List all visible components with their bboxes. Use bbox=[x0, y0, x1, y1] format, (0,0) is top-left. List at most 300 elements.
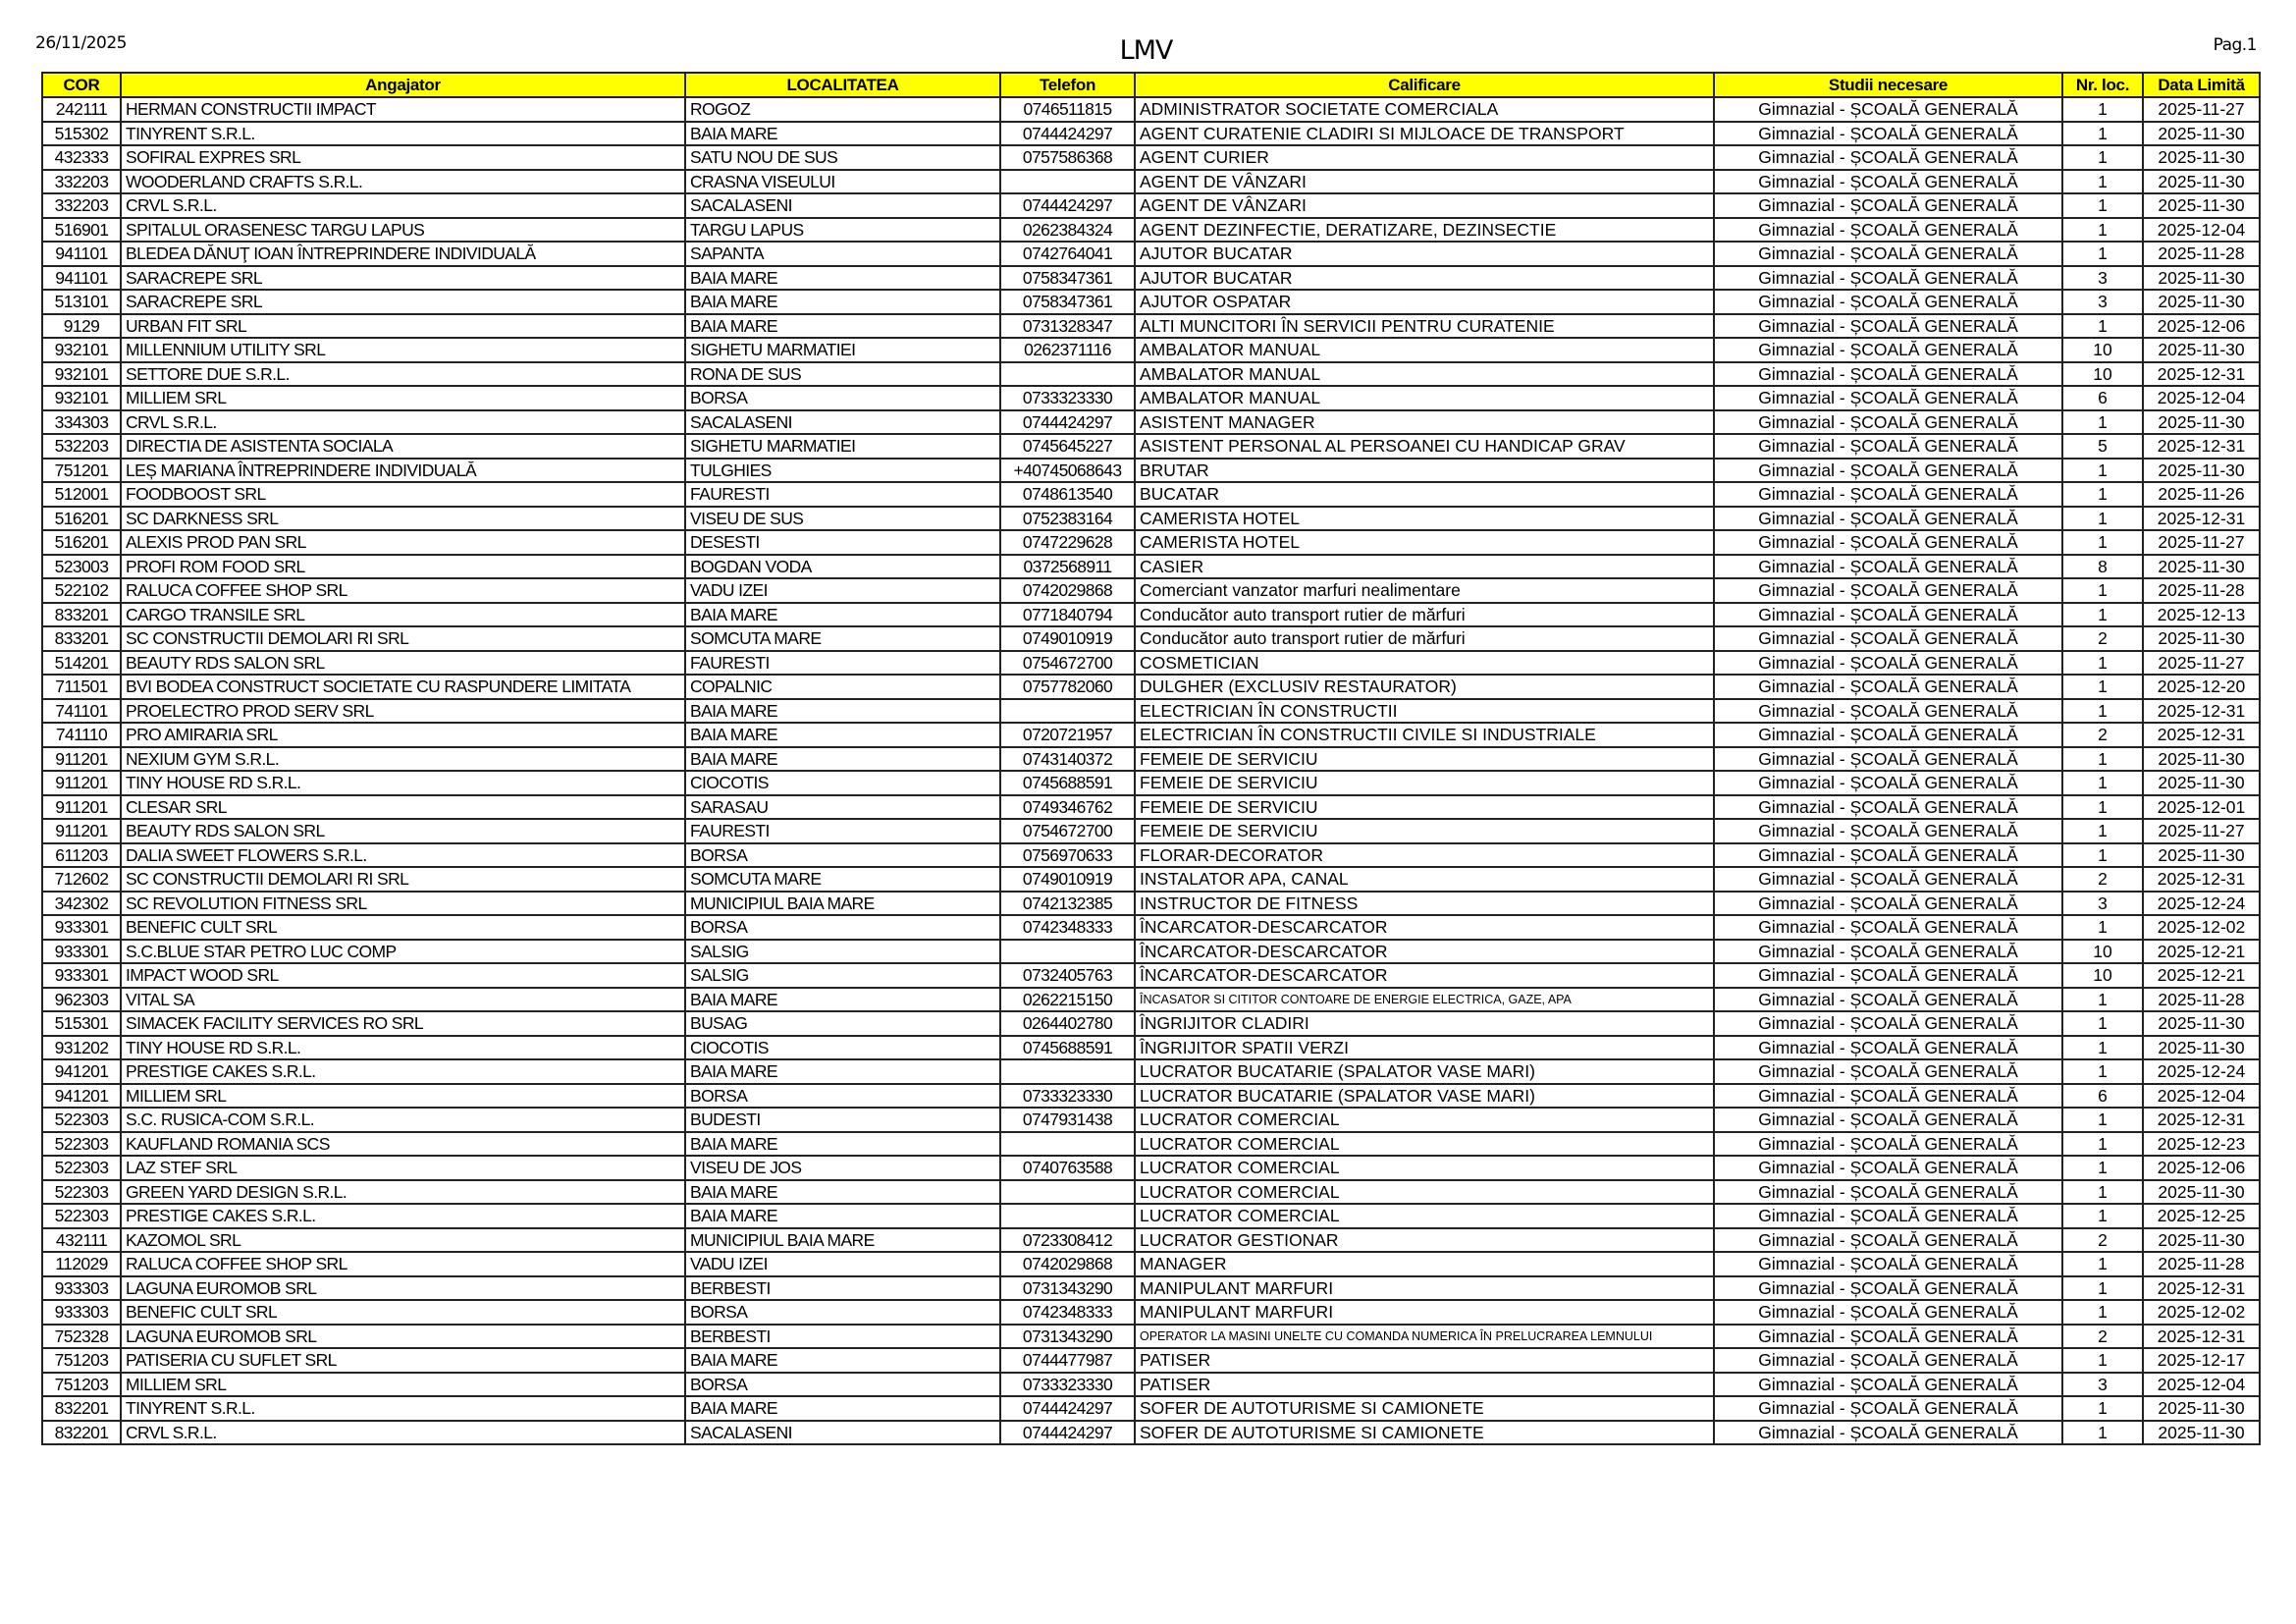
employer-cell: HERMAN CONSTRUCTII IMPACT bbox=[121, 97, 685, 122]
table-row bbox=[42, 555, 2260, 579]
qualification-cell: ÎNGRIJITOR SPATII VERZI bbox=[1135, 1036, 1714, 1060]
positions-cell: 1 bbox=[2062, 482, 2143, 507]
employer-cell: RALUCA COFFEE SHOP SRL bbox=[121, 578, 685, 603]
table-row bbox=[42, 699, 2260, 724]
education-cell: Gimnazial - ȘCOALĂ GENERALĂ bbox=[1714, 555, 2062, 579]
qualification-cell: ASISTENT PERSONAL AL PERSOANEI CU HANDICAP GRAV bbox=[1135, 434, 1714, 459]
column-header-angajator: Angajator bbox=[121, 73, 685, 97]
locality-cell: BORSA bbox=[685, 1373, 1000, 1397]
cor-cell: 911201 bbox=[42, 819, 121, 843]
qualification-cell: FLORAR-DECORATOR bbox=[1135, 843, 1714, 868]
employer-cell: PRO AMIRARIA SRL bbox=[121, 723, 685, 747]
qualification-cell: MANIPULANT MARFURI bbox=[1135, 1276, 1714, 1301]
phone-cell: 0742029868 bbox=[1000, 578, 1135, 603]
report-date: 26/11/2025 bbox=[35, 33, 127, 53]
column-header-cor: COR bbox=[42, 73, 121, 97]
locality-cell: DESESTI bbox=[685, 530, 1000, 555]
phone-cell: 0732405763 bbox=[1000, 963, 1135, 988]
qualification-cell: MANIPULANT MARFURI bbox=[1135, 1300, 1714, 1325]
qualification-cell: AGENT CURIER bbox=[1135, 145, 1714, 170]
employer-cell: BEAUTY RDS SALON SRL bbox=[121, 651, 685, 676]
education-cell: Gimnazial - ȘCOALĂ GENERALĂ bbox=[1714, 170, 2062, 194]
table-row bbox=[42, 482, 2260, 507]
table-row bbox=[42, 459, 2260, 483]
table-row bbox=[42, 507, 2260, 531]
cor-cell: 941201 bbox=[42, 1084, 121, 1109]
education-cell: Gimnazial - ȘCOALĂ GENERALĂ bbox=[1714, 963, 2062, 988]
cor-cell: 513101 bbox=[42, 290, 121, 314]
cor-cell: 516201 bbox=[42, 507, 121, 531]
cor-cell: 515302 bbox=[42, 122, 121, 146]
positions-cell: 2 bbox=[2062, 626, 2143, 651]
positions-cell: 1 bbox=[2062, 651, 2143, 676]
phone-cell bbox=[1000, 362, 1135, 387]
positions-cell: 1 bbox=[2062, 1276, 2143, 1301]
qualification-cell: LUCRATOR BUCATARIE (SPALATOR VASE MARI) bbox=[1135, 1059, 1714, 1084]
locality-cell: BAIA MARE bbox=[685, 1059, 1000, 1084]
phone-cell: 0744424297 bbox=[1000, 1396, 1135, 1421]
phone-cell: 0740763588 bbox=[1000, 1156, 1135, 1180]
phone-cell: 0733323330 bbox=[1000, 1084, 1135, 1109]
education-cell: Gimnazial - ȘCOALĂ GENERALĂ bbox=[1714, 1180, 2062, 1205]
qualification-cell: BUCATAR bbox=[1135, 482, 1714, 507]
phone-cell: 0744424297 bbox=[1000, 410, 1135, 435]
qualification-cell: MANAGER bbox=[1135, 1252, 1714, 1276]
phone-cell: 0748613540 bbox=[1000, 482, 1135, 507]
deadline-cell: 2025-12-25 bbox=[2143, 1204, 2260, 1228]
education-cell: Gimnazial - ȘCOALĂ GENERALĂ bbox=[1714, 1059, 2062, 1084]
locality-cell: SALSIG bbox=[685, 940, 1000, 964]
cor-cell: 432111 bbox=[42, 1228, 121, 1253]
education-cell: Gimnazial - ȘCOALĂ GENERALĂ bbox=[1714, 1108, 2062, 1132]
table-row bbox=[42, 97, 2260, 122]
cor-cell: 711501 bbox=[42, 675, 121, 699]
education-cell: Gimnazial - ȘCOALĂ GENERALĂ bbox=[1714, 193, 2062, 218]
locality-cell: SOMCUTA MARE bbox=[685, 867, 1000, 892]
deadline-cell: 2025-11-28 bbox=[2143, 988, 2260, 1012]
phone-cell: 0743140372 bbox=[1000, 747, 1135, 772]
qualification-cell: ÎNCARCATOR-DESCARCATOR bbox=[1135, 915, 1714, 940]
positions-cell: 1 bbox=[2062, 771, 2143, 795]
qualification-cell: PATISER bbox=[1135, 1373, 1714, 1397]
deadline-cell: 2025-11-30 bbox=[2143, 1396, 2260, 1421]
employer-cell: WOODERLAND CRAFTS S.R.L. bbox=[121, 170, 685, 194]
qualification-cell: Conducător auto transport rutier de mărfuri bbox=[1135, 603, 1714, 627]
cor-cell: 514201 bbox=[42, 651, 121, 676]
deadline-cell: 2025-12-21 bbox=[2143, 940, 2260, 964]
table-row bbox=[42, 867, 2260, 892]
education-cell: Gimnazial - ȘCOALĂ GENERALĂ bbox=[1714, 578, 2062, 603]
education-cell: Gimnazial - ȘCOALĂ GENERALĂ bbox=[1714, 410, 2062, 435]
cor-cell: 522303 bbox=[42, 1132, 121, 1157]
positions-cell: 2 bbox=[2062, 1228, 2143, 1253]
employer-cell: FOODBOOST SRL bbox=[121, 482, 685, 507]
table-row bbox=[42, 1156, 2260, 1180]
education-cell: Gimnazial - ȘCOALĂ GENERALĂ bbox=[1714, 747, 2062, 772]
table-row bbox=[42, 1011, 2260, 1036]
table-row bbox=[42, 338, 2260, 362]
table-row bbox=[42, 963, 2260, 988]
deadline-cell: 2025-11-30 bbox=[2143, 193, 2260, 218]
cor-cell: 242111 bbox=[42, 97, 121, 122]
phone-cell: 0756970633 bbox=[1000, 843, 1135, 868]
positions-cell: 2 bbox=[2062, 723, 2143, 747]
positions-cell: 1 bbox=[2062, 675, 2143, 699]
locality-cell: BAIA MARE bbox=[685, 603, 1000, 627]
education-cell: Gimnazial - ȘCOALĂ GENERALĂ bbox=[1714, 915, 2062, 940]
positions-cell: 1 bbox=[2062, 170, 2143, 194]
cor-cell: 512001 bbox=[42, 482, 121, 507]
education-cell: Gimnazial - ȘCOALĂ GENERALĂ bbox=[1714, 675, 2062, 699]
report-title bbox=[0, 35, 2296, 66]
locality-cell: BORSA bbox=[685, 1084, 1000, 1109]
deadline-cell: 2025-12-06 bbox=[2143, 1156, 2260, 1180]
deadline-cell: 2025-11-30 bbox=[2143, 290, 2260, 314]
positions-cell: 1 bbox=[2062, 843, 2143, 868]
locality-cell: BAIA MARE bbox=[685, 1204, 1000, 1228]
locality-cell: BAIA MARE bbox=[685, 1132, 1000, 1157]
positions-cell: 5 bbox=[2062, 434, 2143, 459]
phone-cell bbox=[1000, 1180, 1135, 1205]
education-cell: Gimnazial - ȘCOALĂ GENERALĂ bbox=[1714, 97, 2062, 122]
education-cell: Gimnazial - ȘCOALĂ GENERALĂ bbox=[1714, 290, 2062, 314]
table-row bbox=[42, 771, 2260, 795]
education-cell: Gimnazial - ȘCOALĂ GENERALĂ bbox=[1714, 1276, 2062, 1301]
education-cell: Gimnazial - ȘCOALĂ GENERALĂ bbox=[1714, 459, 2062, 483]
job-vacancies-table bbox=[41, 72, 2261, 1445]
education-cell: Gimnazial - ȘCOALĂ GENERALĂ bbox=[1714, 988, 2062, 1012]
locality-cell: VADU IZEI bbox=[685, 1252, 1000, 1276]
employer-cell: SOFIRAL EXPRES SRL bbox=[121, 145, 685, 170]
phone-cell: 0752383164 bbox=[1000, 507, 1135, 531]
cor-cell: 522303 bbox=[42, 1156, 121, 1180]
qualification-cell: PATISER bbox=[1135, 1348, 1714, 1373]
deadline-cell: 2025-12-31 bbox=[2143, 507, 2260, 531]
cor-cell: 522303 bbox=[42, 1180, 121, 1205]
locality-cell: BAIA MARE bbox=[685, 723, 1000, 747]
phone-cell: 0749010919 bbox=[1000, 867, 1135, 892]
qualification-cell: OPERATOR LA MASINI UNELTE CU COMANDA NUMERICA ÎN PRELUCRAREA LEMNULUI bbox=[1135, 1325, 1714, 1349]
employer-cell: SETTORE DUE S.R.L. bbox=[121, 362, 685, 387]
positions-cell: 1 bbox=[2062, 1036, 2143, 1060]
education-cell: Gimnazial - ȘCOALĂ GENERALĂ bbox=[1714, 1204, 2062, 1228]
deadline-cell: 2025-12-31 bbox=[2143, 1108, 2260, 1132]
education-cell: Gimnazial - ȘCOALĂ GENERALĂ bbox=[1714, 434, 2062, 459]
locality-cell: BAIA MARE bbox=[685, 1348, 1000, 1373]
deadline-cell: 2025-12-31 bbox=[2143, 867, 2260, 892]
positions-cell: 1 bbox=[2062, 915, 2143, 940]
table-row bbox=[42, 675, 2260, 699]
qualification-cell: Conducător auto transport rutier de mărfuri bbox=[1135, 626, 1714, 651]
table-row bbox=[42, 1373, 2260, 1397]
locality-cell: SACALASENI bbox=[685, 1421, 1000, 1445]
locality-cell: SOMCUTA MARE bbox=[685, 626, 1000, 651]
deadline-cell: 2025-11-30 bbox=[2143, 555, 2260, 579]
positions-cell: 10 bbox=[2062, 362, 2143, 387]
employer-cell: IMPACT WOOD SRL bbox=[121, 963, 685, 988]
qualification-cell: AGENT DE VÂNZARI bbox=[1135, 193, 1714, 218]
cor-cell: 911201 bbox=[42, 771, 121, 795]
positions-cell: 1 bbox=[2062, 459, 2143, 483]
qualification-cell: AGENT CURATENIE CLADIRI SI MIJLOACE DE TRANSPORT bbox=[1135, 122, 1714, 146]
qualification-cell: LUCRATOR COMERCIAL bbox=[1135, 1204, 1714, 1228]
deadline-cell: 2025-11-30 bbox=[2143, 1180, 2260, 1205]
locality-cell: BAIA MARE bbox=[685, 1396, 1000, 1421]
qualification-cell: FEMEIE DE SERVICIU bbox=[1135, 771, 1714, 795]
qualification-cell: ÎNCASATOR SI CITITOR CONTOARE DE ENERGIE ELECTRICA, GAZE, APA bbox=[1135, 988, 1714, 1012]
qualification-cell: CASIER bbox=[1135, 555, 1714, 579]
column-header-localitatea: LOCALITATEA bbox=[685, 73, 1000, 97]
deadline-cell: 2025-12-17 bbox=[2143, 1348, 2260, 1373]
education-cell: Gimnazial - ȘCOALĂ GENERALĂ bbox=[1714, 314, 2062, 339]
education-cell: Gimnazial - ȘCOALĂ GENERALĂ bbox=[1714, 651, 2062, 676]
cor-cell: 941101 bbox=[42, 242, 121, 266]
cor-cell: 933301 bbox=[42, 915, 121, 940]
employer-cell: CRVL S.R.L. bbox=[121, 1421, 685, 1445]
deadline-cell: 2025-12-02 bbox=[2143, 1300, 2260, 1325]
cor-cell: 751201 bbox=[42, 459, 121, 483]
positions-cell: 1 bbox=[2062, 795, 2143, 820]
deadline-cell: 2025-11-28 bbox=[2143, 242, 2260, 266]
table-row bbox=[42, 892, 2260, 916]
table-row bbox=[42, 603, 2260, 627]
table-row bbox=[42, 242, 2260, 266]
positions-cell: 1 bbox=[2062, 410, 2143, 435]
table-row bbox=[42, 578, 2260, 603]
locality-cell: BAIA MARE bbox=[685, 1180, 1000, 1205]
report-title-text: LMV bbox=[1119, 35, 1173, 66]
positions-cell: 1 bbox=[2062, 122, 2143, 146]
table-row bbox=[42, 1036, 2260, 1060]
deadline-cell: 2025-12-31 bbox=[2143, 434, 2260, 459]
table-row bbox=[42, 626, 2260, 651]
table-row bbox=[42, 988, 2260, 1012]
table-row bbox=[42, 1276, 2260, 1301]
deadline-cell: 2025-12-31 bbox=[2143, 1325, 2260, 1349]
positions-cell: 3 bbox=[2062, 266, 2143, 291]
deadline-cell: 2025-11-27 bbox=[2143, 530, 2260, 555]
cor-cell: 933303 bbox=[42, 1276, 121, 1301]
deadline-cell: 2025-12-31 bbox=[2143, 362, 2260, 387]
locality-cell: BORSA bbox=[685, 915, 1000, 940]
positions-cell: 10 bbox=[2062, 940, 2143, 964]
locality-cell: SACALASENI bbox=[685, 410, 1000, 435]
table-row bbox=[42, 915, 2260, 940]
deadline-cell: 2025-12-04 bbox=[2143, 1084, 2260, 1109]
column-header-studii: Studii necesare bbox=[1714, 73, 2062, 97]
cor-cell: 741110 bbox=[42, 723, 121, 747]
employer-cell: PATISERIA CU SUFLET SRL bbox=[121, 1348, 685, 1373]
table-row bbox=[42, 1421, 2260, 1445]
positions-cell: 1 bbox=[2062, 1132, 2143, 1157]
deadline-cell: 2025-12-31 bbox=[2143, 1276, 2260, 1301]
positions-cell: 1 bbox=[2062, 530, 2143, 555]
phone-cell: 0758347361 bbox=[1000, 266, 1135, 291]
deadline-cell: 2025-11-26 bbox=[2143, 482, 2260, 507]
positions-cell: 1 bbox=[2062, 988, 2143, 1012]
column-header-calificare: Calificare bbox=[1135, 73, 1714, 97]
education-cell: Gimnazial - ȘCOALĂ GENERALĂ bbox=[1714, 1300, 2062, 1325]
positions-cell: 1 bbox=[2062, 145, 2143, 170]
cor-cell: 522102 bbox=[42, 578, 121, 603]
cor-cell: 933303 bbox=[42, 1300, 121, 1325]
phone-cell bbox=[1000, 940, 1135, 964]
deadline-cell: 2025-11-30 bbox=[2143, 843, 2260, 868]
cor-cell: 334303 bbox=[42, 410, 121, 435]
employer-cell: BEAUTY RDS SALON SRL bbox=[121, 819, 685, 843]
employer-cell: PRESTIGE CAKES S.R.L. bbox=[121, 1204, 685, 1228]
cor-cell: 523003 bbox=[42, 555, 121, 579]
deadline-cell: 2025-12-04 bbox=[2143, 386, 2260, 410]
positions-cell: 1 bbox=[2062, 1348, 2143, 1373]
qualification-cell: AMBALATOR MANUAL bbox=[1135, 338, 1714, 362]
phone-cell: 0771840794 bbox=[1000, 603, 1135, 627]
locality-cell: SIGHETU MARMATIEI bbox=[685, 434, 1000, 459]
locality-cell: BAIA MARE bbox=[685, 699, 1000, 724]
qualification-cell: ADMINISTRATOR SOCIETATE COMERCIALA bbox=[1135, 97, 1714, 122]
education-cell: Gimnazial - ȘCOALĂ GENERALĂ bbox=[1714, 1396, 2062, 1421]
education-cell: Gimnazial - ȘCOALĂ GENERALĂ bbox=[1714, 530, 2062, 555]
locality-cell: BORSA bbox=[685, 386, 1000, 410]
page-number: Pag.1 bbox=[2213, 35, 2257, 55]
employer-cell: ALEXIS PROD PAN SRL bbox=[121, 530, 685, 555]
locality-cell: FAURESTI bbox=[685, 819, 1000, 843]
table-row bbox=[42, 386, 2260, 410]
deadline-cell: 2025-11-27 bbox=[2143, 819, 2260, 843]
locality-cell: BAIA MARE bbox=[685, 266, 1000, 291]
deadline-cell: 2025-12-23 bbox=[2143, 1132, 2260, 1157]
positions-cell: 1 bbox=[2062, 1059, 2143, 1084]
employer-cell: CRVL S.R.L. bbox=[121, 193, 685, 218]
cor-cell: 522303 bbox=[42, 1204, 121, 1228]
locality-cell: VISEU DE SUS bbox=[685, 507, 1000, 531]
cor-cell: 962303 bbox=[42, 988, 121, 1012]
phone-cell: 0744477987 bbox=[1000, 1348, 1135, 1373]
table-row bbox=[42, 1180, 2260, 1205]
qualification-cell: LUCRATOR GESTIONAR bbox=[1135, 1228, 1714, 1253]
table-row bbox=[42, 122, 2260, 146]
qualification-cell: ELECTRICIAN ÎN CONSTRUCTII CIVILE SI INDUSTRIALE bbox=[1135, 723, 1714, 747]
locality-cell: BUDESTI bbox=[685, 1108, 1000, 1132]
employer-cell: SARACREPE SRL bbox=[121, 290, 685, 314]
positions-cell: 1 bbox=[2062, 1108, 2143, 1132]
qualification-cell: LUCRATOR COMERCIAL bbox=[1135, 1156, 1714, 1180]
locality-cell: BAIA MARE bbox=[685, 988, 1000, 1012]
phone-cell bbox=[1000, 699, 1135, 724]
qualification-cell: LUCRATOR COMERCIAL bbox=[1135, 1132, 1714, 1157]
table-row bbox=[42, 747, 2260, 772]
education-cell: Gimnazial - ȘCOALĂ GENERALĂ bbox=[1714, 940, 2062, 964]
deadline-cell: 2025-12-02 bbox=[2143, 915, 2260, 940]
cor-cell: 516901 bbox=[42, 218, 121, 243]
locality-cell: CRASNA VISEULUI bbox=[685, 170, 1000, 194]
table-row bbox=[42, 1252, 2260, 1276]
phone-cell: 0745688591 bbox=[1000, 1036, 1135, 1060]
phone-cell: 0264402780 bbox=[1000, 1011, 1135, 1036]
locality-cell: BAIA MARE bbox=[685, 290, 1000, 314]
deadline-cell: 2025-11-30 bbox=[2143, 626, 2260, 651]
cor-cell: 515301 bbox=[42, 1011, 121, 1036]
phone-cell: 0372568911 bbox=[1000, 555, 1135, 579]
table-row bbox=[42, 530, 2260, 555]
table-row bbox=[42, 1325, 2260, 1349]
locality-cell: CIOCOTIS bbox=[685, 1036, 1000, 1060]
education-cell: Gimnazial - ȘCOALĂ GENERALĂ bbox=[1714, 1373, 2062, 1397]
positions-cell: 1 bbox=[2062, 1156, 2143, 1180]
employer-cell: SC REVOLUTION FITNESS SRL bbox=[121, 892, 685, 916]
table-row bbox=[42, 1396, 2260, 1421]
positions-cell: 1 bbox=[2062, 1396, 2143, 1421]
qualification-cell: ÎNGRIJITOR CLADIRI bbox=[1135, 1011, 1714, 1036]
education-cell: Gimnazial - ȘCOALĂ GENERALĂ bbox=[1714, 699, 2062, 724]
locality-cell: SALSIG bbox=[685, 963, 1000, 988]
cor-cell: 611203 bbox=[42, 843, 121, 868]
deadline-cell: 2025-12-13 bbox=[2143, 603, 2260, 627]
table-row bbox=[42, 266, 2260, 291]
education-cell: Gimnazial - ȘCOALĂ GENERALĂ bbox=[1714, 771, 2062, 795]
cor-cell: 342302 bbox=[42, 892, 121, 916]
qualification-cell: SOFER DE AUTOTURISME SI CAMIONETE bbox=[1135, 1421, 1714, 1445]
positions-cell: 1 bbox=[2062, 314, 2143, 339]
education-cell: Gimnazial - ȘCOALĂ GENERALĂ bbox=[1714, 338, 2062, 362]
deadline-cell: 2025-11-28 bbox=[2143, 578, 2260, 603]
table-row bbox=[42, 1108, 2260, 1132]
locality-cell: BAIA MARE bbox=[685, 122, 1000, 146]
education-cell: Gimnazial - ȘCOALĂ GENERALĂ bbox=[1714, 242, 2062, 266]
positions-cell: 1 bbox=[2062, 242, 2143, 266]
deadline-cell: 2025-11-27 bbox=[2143, 97, 2260, 122]
positions-cell: 2 bbox=[2062, 867, 2143, 892]
qualification-cell: LUCRATOR BUCATARIE (SPALATOR VASE MARI) bbox=[1135, 1084, 1714, 1109]
deadline-cell: 2025-11-30 bbox=[2143, 1228, 2260, 1253]
cor-cell: 751203 bbox=[42, 1348, 121, 1373]
deadline-cell: 2025-11-30 bbox=[2143, 266, 2260, 291]
positions-cell: 8 bbox=[2062, 555, 2143, 579]
table-header-row bbox=[42, 73, 2260, 97]
locality-cell: SAPANTA bbox=[685, 242, 1000, 266]
phone-cell: 0742132385 bbox=[1000, 892, 1135, 916]
cor-cell: 516201 bbox=[42, 530, 121, 555]
cor-cell: 832201 bbox=[42, 1396, 121, 1421]
column-header-data-limita: Data Limită bbox=[2143, 73, 2260, 97]
education-cell: Gimnazial - ȘCOALĂ GENERALĂ bbox=[1714, 1132, 2062, 1157]
table-body bbox=[42, 97, 2260, 1444]
table-row bbox=[42, 193, 2260, 218]
deadline-cell: 2025-12-31 bbox=[2143, 723, 2260, 747]
employer-cell: CARGO TRANSILE SRL bbox=[121, 603, 685, 627]
table-row bbox=[42, 314, 2260, 339]
positions-cell: 1 bbox=[2062, 603, 2143, 627]
cor-cell: 932101 bbox=[42, 386, 121, 410]
qualification-cell: AJUTOR BUCATAR bbox=[1135, 242, 1714, 266]
phone-cell: 0262215150 bbox=[1000, 988, 1135, 1012]
table-row bbox=[42, 434, 2260, 459]
locality-cell: TARGU LAPUS bbox=[685, 218, 1000, 243]
employer-cell: VITAL SA bbox=[121, 988, 685, 1012]
cor-cell: 332203 bbox=[42, 170, 121, 194]
phone-cell: 0758347361 bbox=[1000, 290, 1135, 314]
column-header-nr-loc: Nr. loc. bbox=[2062, 73, 2143, 97]
cor-cell: 833201 bbox=[42, 603, 121, 627]
qualification-cell: INSTALATOR APA, CANAL bbox=[1135, 867, 1714, 892]
table-row bbox=[42, 651, 2260, 676]
education-cell: Gimnazial - ȘCOALĂ GENERALĂ bbox=[1714, 1348, 2062, 1373]
cor-cell: 741101 bbox=[42, 699, 121, 724]
qualification-cell: SOFER DE AUTOTURISME SI CAMIONETE bbox=[1135, 1396, 1714, 1421]
qualification-cell: CAMERISTA HOTEL bbox=[1135, 507, 1714, 531]
table-row bbox=[42, 218, 2260, 243]
phone-cell: 0733323330 bbox=[1000, 386, 1135, 410]
